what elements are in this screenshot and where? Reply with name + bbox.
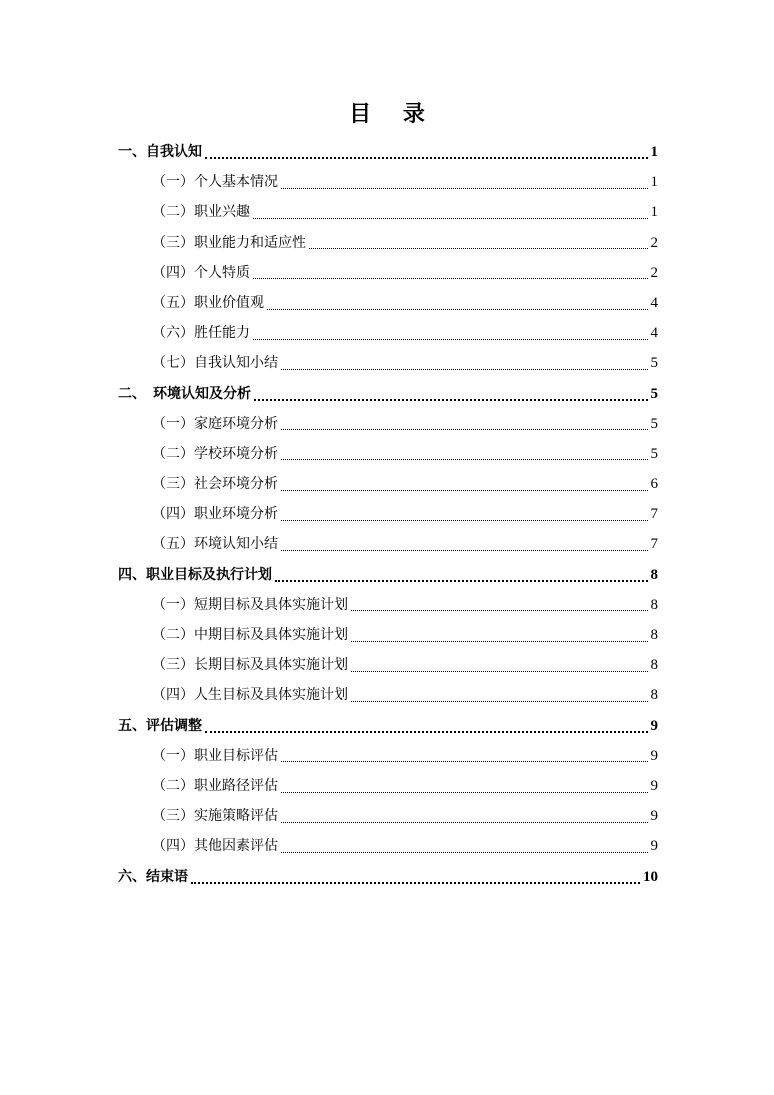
toc-page-number: 9 xyxy=(650,838,658,855)
toc-section-entry[interactable] xyxy=(118,620,658,650)
toc-entry-title: （二）学校环境分析 xyxy=(152,445,278,462)
toc-chapter-entry[interactable] xyxy=(118,379,658,409)
toc-entry-title: （五）职业价值观 xyxy=(152,294,264,311)
toc-section-entry[interactable] xyxy=(118,650,658,680)
dot-leader xyxy=(205,157,648,159)
toc-chapter-entry[interactable] xyxy=(118,560,658,590)
dot-leader xyxy=(281,188,648,189)
toc-page-number: 5 xyxy=(650,355,658,372)
toc-page-number: 9 xyxy=(650,747,658,764)
toc-entry-title: （五）环境认知小结 xyxy=(152,536,278,553)
toc-page-number: 5 xyxy=(650,415,658,432)
toc-page-number: 2 xyxy=(650,234,658,251)
toc-page-number: 10 xyxy=(643,868,658,885)
toc-entry-title: （三）长期目标及具体实施计划 xyxy=(152,657,348,674)
dot-leader xyxy=(253,278,648,279)
toc-section-entry[interactable] xyxy=(118,771,658,801)
toc-page-number: 4 xyxy=(650,294,658,311)
toc-section-entry[interactable] xyxy=(118,228,658,258)
dot-leader xyxy=(281,852,648,853)
toc-section-entry[interactable] xyxy=(118,680,658,710)
toc-chapter-entry[interactable] xyxy=(118,137,658,167)
dot-leader xyxy=(281,459,648,460)
toc-section-entry[interactable] xyxy=(118,167,658,197)
toc-page-number: 8 xyxy=(650,566,658,583)
toc-entry-title: （三）职业能力和适应性 xyxy=(152,234,306,251)
dot-leader xyxy=(281,550,648,551)
dot-leader xyxy=(281,369,648,370)
toc-page-number: 5 xyxy=(650,445,658,462)
toc-entry-title: （四）人生目标及具体实施计划 xyxy=(152,687,348,704)
toc-section-entry[interactable] xyxy=(118,529,658,559)
dot-leader xyxy=(281,792,648,793)
toc-page-number: 7 xyxy=(650,506,658,523)
toc-entry-title: （七）自我认知小结 xyxy=(152,355,278,372)
dot-leader xyxy=(254,399,648,401)
toc-entry-title: 六、结束语 xyxy=(118,868,188,885)
toc-page-number: 8 xyxy=(650,687,658,704)
toc-entry-title: 一、自我认知 xyxy=(118,144,202,160)
toc-entry-title: （一）个人基本情况 xyxy=(152,174,278,191)
toc-page-number: 2 xyxy=(650,264,658,281)
dot-leader xyxy=(351,610,648,611)
toc-section-entry[interactable] xyxy=(118,469,658,499)
toc-entry-title: 四、职业目标及执行计划 xyxy=(118,566,272,583)
toc-entry-title: （二）职业兴趣 xyxy=(152,204,250,221)
toc-section-entry[interactable] xyxy=(118,801,658,831)
toc-section-entry[interactable] xyxy=(118,499,658,529)
dot-leader xyxy=(253,218,648,219)
dot-leader xyxy=(281,822,648,823)
toc-entry-title: （四）其他因素评估 xyxy=(152,838,278,855)
toc-page-number: 9 xyxy=(650,777,658,794)
toc-page-number: 4 xyxy=(650,325,658,342)
toc-section-entry[interactable] xyxy=(118,741,658,771)
toc-section-entry[interactable] xyxy=(118,409,658,439)
dot-leader xyxy=(351,701,648,702)
toc-page-number: 5 xyxy=(650,385,658,402)
toc-section-entry[interactable] xyxy=(118,348,658,378)
toc-page-number: 9 xyxy=(650,808,658,825)
toc-page-number: 1 xyxy=(650,174,658,191)
dot-leader xyxy=(281,429,648,430)
toc-section-entry[interactable] xyxy=(118,197,658,227)
toc-entry-title: （四）职业环境分析 xyxy=(152,506,278,523)
dot-leader xyxy=(253,339,648,340)
dot-leader xyxy=(281,490,648,491)
toc-entry-title: （三）实施策略评估 xyxy=(152,808,278,825)
dot-leader xyxy=(281,761,648,762)
toc-entry-title: 二、 环境认知及分析 xyxy=(118,385,251,402)
dot-leader xyxy=(191,882,640,884)
toc-entry-title: （一）短期目标及具体实施计划 xyxy=(152,596,348,613)
toc-section-entry[interactable] xyxy=(118,590,658,620)
toc-page-number: 9 xyxy=(650,717,658,734)
toc-page-number: 8 xyxy=(650,596,658,613)
toc-page-number: 8 xyxy=(650,627,658,643)
table-of-contents xyxy=(118,137,658,892)
toc-entry-title: （三）社会环境分析 xyxy=(152,476,278,493)
dot-leader xyxy=(309,248,648,249)
toc-entry-title: （二）中期目标及具体实施计划 xyxy=(152,627,348,643)
toc-section-entry[interactable] xyxy=(118,831,658,861)
page-title: 目 录 xyxy=(349,101,437,127)
toc-page-number: 6 xyxy=(650,476,658,493)
toc-page-number: 7 xyxy=(650,536,658,553)
dot-leader xyxy=(351,641,648,642)
dot-leader xyxy=(275,580,648,582)
dot-leader xyxy=(267,309,648,310)
toc-page-number: 8 xyxy=(650,657,658,674)
toc-entry-title: 五、评估调整 xyxy=(118,717,202,734)
dot-leader xyxy=(351,671,648,672)
toc-page-number: 1 xyxy=(650,204,658,221)
toc-entry-title: （四）个人特质 xyxy=(152,264,250,281)
toc-section-entry[interactable] xyxy=(118,288,658,318)
dot-leader xyxy=(281,520,648,521)
dot-leader xyxy=(205,731,648,733)
toc-entry-title: （二）职业路径评估 xyxy=(152,777,278,794)
toc-section-entry[interactable] xyxy=(118,439,658,469)
toc-entry-title: （一）职业目标评估 xyxy=(152,747,278,764)
toc-section-entry[interactable] xyxy=(118,318,658,348)
toc-chapter-entry[interactable] xyxy=(118,711,658,741)
toc-chapter-entry[interactable] xyxy=(118,862,658,892)
toc-page-number: 1 xyxy=(650,144,658,160)
toc-entry-title: （六）胜任能力 xyxy=(152,325,250,342)
toc-entry-title: （一）家庭环境分析 xyxy=(152,415,278,432)
toc-section-entry[interactable] xyxy=(118,258,658,288)
